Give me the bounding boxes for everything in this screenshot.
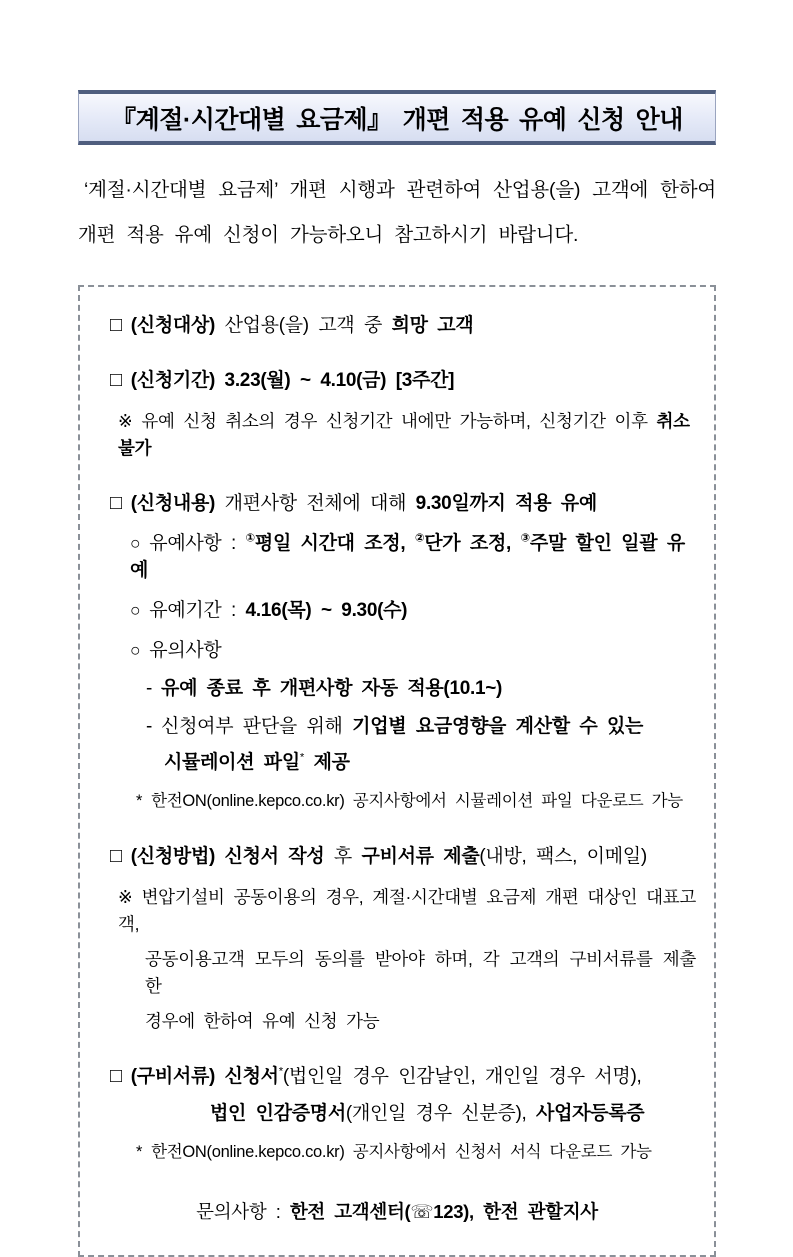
text-segment: 유의사항: [149, 640, 222, 661]
deferral-items-line: [98, 530, 696, 584]
dash-marker-icon: -: [146, 716, 153, 737]
circle-marker-icon: ○: [130, 600, 141, 620]
text-segment: 4.16(목) ~ 9.30(수): [245, 600, 408, 621]
text-segment: 9.30일까지 적용 유예: [415, 493, 597, 514]
text-segment: (신청내용): [130, 493, 225, 514]
text-segment: *: [299, 751, 305, 764]
asterisk-marker-icon: *: [136, 1143, 143, 1161]
text-segment: (신청대상): [130, 315, 225, 336]
apply-period-line: [98, 367, 696, 394]
apply-method-line: [98, 843, 696, 870]
title-banner: [78, 90, 716, 145]
text-segment: 취소 불가: [118, 411, 690, 458]
circle-marker-icon: ○: [130, 640, 141, 660]
text-segment: (내방, 팩스, 이메일): [479, 846, 647, 867]
text-segment: 후: [324, 846, 362, 867]
checkbox-marker-icon: □: [110, 845, 122, 867]
text-segment: 유예 종료 후 개편사항 자동 적용(10.1~): [161, 678, 503, 699]
text-segment: (신청방법) 신청서 작성: [130, 846, 325, 867]
intro-line-2: 개편 적용 유예 신청이 가능하오니 참고하시기 바랍니다.: [78, 224, 579, 246]
text-segment: (개인일 경우 신분증),: [345, 1103, 537, 1124]
text-segment: 법인 인감증명서: [210, 1103, 346, 1124]
text-segment: *: [278, 1065, 283, 1078]
checkbox-marker-icon: □: [110, 314, 122, 336]
text-segment: 변압기설비 공동이용의 경우, 계절·시간대별 요금제 개편 대상인 대표고객,: [118, 887, 696, 934]
text-segment: ②: [414, 532, 425, 545]
page-title: 『계절·시간대별 요금제』 개편 적용 유예 신청 안내: [111, 105, 683, 134]
text-segment: 주말 할인 일괄 유예: [130, 533, 685, 581]
text-segment: 산업용(을) 고객 중: [224, 315, 392, 336]
reference-marker-icon: ※: [118, 411, 133, 431]
intro-paragraph: [78, 168, 716, 258]
dash-marker-icon: -: [146, 678, 153, 699]
text-segment: 구비서류 제출: [361, 846, 480, 867]
asterisk-marker-icon: *: [136, 792, 143, 810]
transformer-note-line-1: [98, 884, 696, 938]
text-segment: 한전 고객센터(☏123), 한전 관할지사: [289, 1201, 598, 1222]
simulation-file-line: [98, 749, 696, 776]
auto-apply-line: [98, 675, 696, 702]
apply-content-line: [98, 490, 696, 517]
contact-line: [98, 1198, 696, 1225]
text-segment: 개편사항 전체에 대해: [224, 493, 416, 514]
text-segment: 시뮬레이션 파일: [164, 752, 300, 773]
circle-marker-icon: ○: [130, 533, 141, 553]
text-segment: 희망 고객: [391, 315, 474, 336]
text-segment: 단가 조정,: [424, 533, 521, 554]
checkbox-marker-icon: □: [110, 369, 122, 391]
text-segment: 공동이용고객 모두의 동의를 받아야 하며, 각 고객의 구비서류를 제출한: [145, 949, 696, 996]
text-segment: 한전ON(online.kepco.co.kr) 공지사항에서 신청서 서식 다운로드 가능: [151, 1143, 652, 1161]
deferral-period-line: [98, 597, 696, 624]
text-segment: (구비서류) 신청서: [130, 1066, 279, 1087]
simulation-intro-line: [98, 713, 696, 740]
text-segment: 신청여부 판단을 위해: [161, 716, 353, 737]
apply-target-line: [98, 312, 696, 339]
text-segment: 평일 시간대 조정,: [254, 533, 415, 554]
transformer-note-line-2: [98, 946, 696, 1000]
text-segment: (신청기간) 3.23(월) ~ 4.10(금) [3주간]: [130, 370, 455, 391]
transformer-note-line-3: [98, 1008, 696, 1035]
text-segment: 문의사항 :: [196, 1201, 290, 1222]
form-footnote-line: [98, 1139, 696, 1166]
checkbox-marker-icon: □: [110, 492, 122, 514]
text-segment: 기업별 요금영향을 계산할 수 있는: [352, 716, 644, 737]
text-segment: 사업자등록증: [536, 1103, 645, 1124]
checkbox-marker-icon: □: [110, 1065, 122, 1087]
text-segment: 경우에 한하여 유예 신청 가능: [145, 1011, 380, 1031]
reference-marker-icon: ※: [118, 887, 133, 907]
required-docs-line: [98, 1063, 696, 1090]
text-segment: 유예 신청 취소의 경우 신청기간 내에만 가능하며, 신청기간 이후: [141, 411, 657, 431]
text-segment: 유예기간 :: [149, 600, 246, 621]
cancel-note-line: [98, 408, 696, 462]
intro-line-1: ‘계절·시간대별 요금제’ 개편 시행과 관련하여 산업용(을) 고객에 한하여: [84, 179, 716, 201]
text-segment: ①: [245, 532, 255, 545]
notice-box: [78, 285, 716, 1257]
text-segment: 제공: [304, 752, 350, 773]
simulation-footnote-line: [98, 788, 696, 815]
text-segment: 유예사항 :: [149, 533, 246, 554]
cautions-line: [98, 637, 696, 664]
required-docs-line-2: [98, 1100, 696, 1127]
text-segment: ③: [520, 532, 530, 545]
text-segment: (법인일 경우 인감날인, 개인일 경우 서명),: [282, 1066, 642, 1087]
text-segment: 한전ON(online.kepco.co.kr) 공지사항에서 시뮬레이션 파일 다운로드 가능: [151, 792, 683, 810]
